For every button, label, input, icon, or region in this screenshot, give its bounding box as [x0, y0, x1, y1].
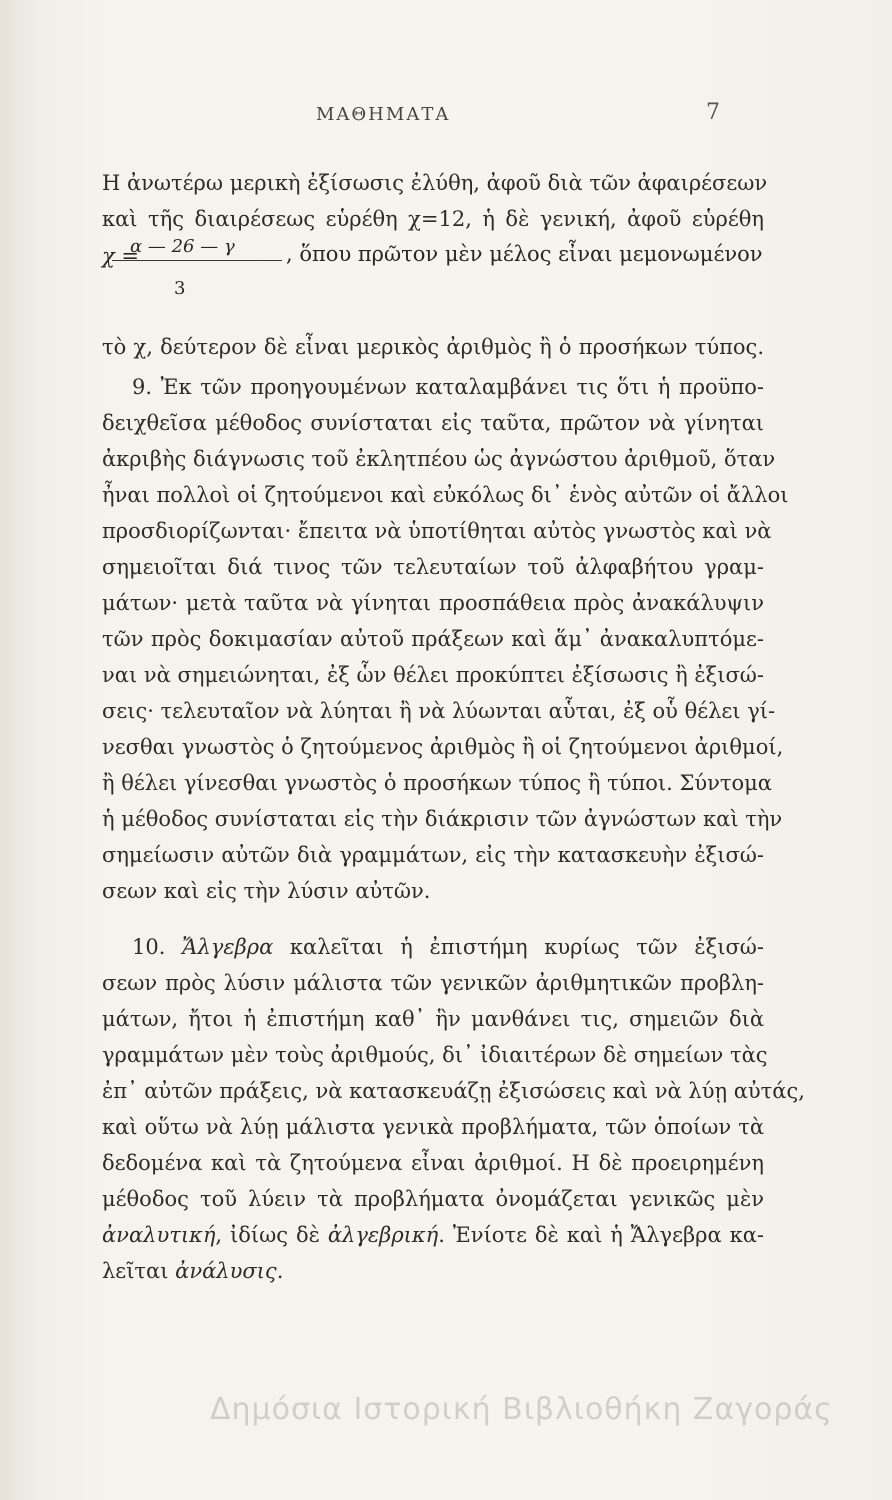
text-run: . — [276, 1259, 284, 1283]
page-gutter-shadow — [0, 0, 40, 1500]
fraction-variable: χ = — [102, 244, 139, 268]
text-line: ναι νὰ σημειώνηται, ἐξ ὧν θέλει προκύπτει ἐξίσωσις ἢ ἐξισώ- — [102, 663, 765, 687]
text-line — [102, 1256, 764, 1286]
text-line: τὸ χ, δεύτερον δὲ εἶναι μερικὸς ἀριθμὸς ἢ ὁ προσήκων τύπος. — [102, 335, 764, 359]
section-number: 10. — [132, 935, 183, 959]
text-line: ἡ μέθοδος συνίσταται εἰς τὴν διάκρισιν τῶν ἀγνώστων καὶ τὴν — [102, 807, 783, 831]
running-head: ΜΑΘΗΜΑΤΑ — [316, 104, 451, 125]
text-line: δειχθεῖσα μέθοδος συνίσταται εἰς ταῦτα, πρῶτον νὰ γίνηται — [102, 411, 764, 435]
page-header — [0, 100, 892, 134]
term-algebraic: ἀλγεβρική — [327, 1223, 439, 1247]
text-line: μάτων· μετὰ ταῦτα νὰ γίνηται προσπάθεια πρὸς ἀνακάλυψιν — [102, 591, 764, 615]
paragraph-9-start: 9. Ἐκ τῶν προηγουμένων καταλαμβάνει τις ὅτι ἡ προϋπο- — [132, 375, 764, 399]
fraction-numerator: α — 26 — γ — [130, 236, 235, 257]
text-line: μέθοδος τοῦ λύειν τὰ προβλήματα ὀνομάζεται γενικῶς μὲν — [102, 1187, 764, 1211]
text-line: σεις· τελευταῖον νὰ λύηται ἢ νὰ λύωνται αὗται, ἐξ οὗ θέλει γί- — [102, 699, 776, 723]
text-line: τῶν πρὸς δοκιμασίαν αὐτοῦ πράξεων καὶ ἅμ᾽ ἀνακαλυπτόμε- — [102, 627, 764, 651]
text-line: ἀκριβὴς διάγνωσις τοῦ ἐκλητπέου ὡς ἀγνώστου ἀριθμοῦ, ὅταν — [102, 447, 776, 471]
text-line: ἢ θέλει γίνεσθαι γνωστὸς ὁ προσήκων τύπος ἢ τύποι. Σύντομα — [102, 771, 772, 795]
fraction-trailing-text: , ὅπου πρῶτον μὲν μέλος εἶναι μεμονωμένον — [286, 242, 763, 266]
fraction-denominator: 3 — [174, 278, 186, 299]
library-watermark: Δημόσια Ιστορική Βιβλιοθήκη Ζαγοράς — [210, 1392, 833, 1427]
text-run: λεῖται — [102, 1259, 176, 1283]
text-line: ἦναι πολλοὶ οἱ ζητούμενοι καὶ εὐκόλως δι᾽ ἑνὸς αὐτῶν οἱ ἄλλοι — [102, 483, 789, 507]
text-line: καὶ οὕτω νὰ λύῃ μάλιστα γενικὰ προβλήματα, τῶν ὁποίων τὰ — [102, 1115, 764, 1139]
text-line: μάτων, ἤτοι ἡ ἐπιστήμη καθ᾽ ἣν μανθάνει τις, σημειῶν διὰ — [102, 1007, 764, 1031]
text-line: προσδιορίζωνται· ἔπειτα νὰ ὑποτίθηται αὐτὸς γνωστὸς καὶ νὰ — [102, 519, 772, 543]
paragraph-10-start — [102, 932, 764, 962]
text-line: γραμμάτων μὲν τοὺς ἀριθμούς, δι᾽ ἰδιαιτέρων δὲ σημείων τὰς — [102, 1043, 768, 1067]
page-number: 7 — [706, 100, 720, 125]
term-analysis: ἀνάλυσις — [175, 1259, 277, 1283]
text-line — [102, 1220, 764, 1250]
text-line: Η ἀνωτέρω μερικὴ ἐξίσωσις ἐλύθη, ἀφοῦ διὰ τῶν ἀφαιρέσεων — [102, 171, 768, 195]
term-algebra: Ἄλγεβρα — [182, 935, 274, 959]
text-run: . Ἐνίοτε δὲ καὶ ἡ Ἄλγεβρα κα- — [438, 1223, 764, 1247]
text-line: νεσθαι γνωστὸς ὁ ζητούμενος ἀριθμὸς ἢ οἱ ζητούμενοι ἀριθμοί, — [102, 735, 784, 759]
text-run: καλεῖται ἡ ἐπιστήμη κυρίως τῶν ἐξισώ- — [273, 935, 765, 959]
text-line: ἐπ᾽ αὐτῶν πράξεις, νὰ κατασκευάζῃ ἐξισώσεις καὶ νὰ λύῃ αὐτάς, — [102, 1079, 805, 1103]
text-line: σεων καὶ εἰς τὴν λύσιν αὐτῶν. — [102, 879, 431, 903]
term-analytic: ἀναλυτική — [102, 1223, 216, 1247]
text-line: σεων πρὸς λύσιν μάλιστα τῶν γενικῶν ἀριθμητικῶν προβλη- — [102, 971, 764, 995]
text-line: σημειοῖται διά τινος τῶν τελευταίων τοῦ ἀλφαβήτου γραμ- — [102, 555, 764, 579]
text-line: καὶ τῆς διαιρέσεως εὑρέθη χ=12, ἡ δὲ γενική, ἀφοῦ εὑρέθη — [102, 207, 764, 231]
text-line: δεδομένα καὶ τὰ ζητούμενα εἶναι ἀριθμοί. Η δὲ προειρημένη — [102, 1151, 764, 1175]
fraction-formula — [102, 236, 764, 312]
text-line: σημείωσιν αὐτῶν διὰ γραμμάτων, εἰς τὴν κατασκευὴν ἐξισώ- — [102, 843, 764, 867]
text-run: , ἰδίως δὲ — [215, 1223, 328, 1247]
